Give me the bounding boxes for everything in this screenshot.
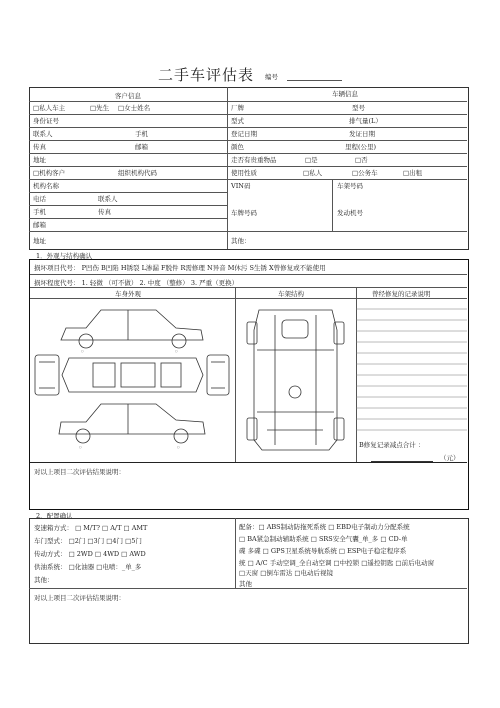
frame-no-label: 车架号码 [337, 182, 363, 190]
address2-label: 地址 [33, 237, 46, 245]
valuables-label: 走否有贵重物品 [231, 156, 277, 164]
private-owner-checkbox[interactable]: □私人车主 [33, 104, 66, 112]
mr-checkbox[interactable]: □先生 [90, 104, 110, 112]
yuan-label: （元） [440, 454, 460, 462]
body-exterior-header: 车身外观 [115, 290, 141, 298]
fuel-options[interactable]: 供油系统： □化油器 □电喷：_单_多 [34, 563, 142, 571]
plate-no-label: 车牌号码 [231, 209, 257, 217]
email2-label: 邮箱 [33, 221, 46, 229]
page-title: 二手车评估表 [158, 66, 255, 84]
valuables-no-checkbox[interactable]: □否 [355, 156, 368, 164]
section2-note-label: 对以上项目二次评估结果说明： [34, 594, 125, 602]
repair-record-lines[interactable] [356, 298, 467, 438]
customer-header: 客户信息 [115, 92, 141, 100]
number-label: 编号 [265, 73, 278, 81]
address-label: 地址 [33, 156, 46, 164]
config-line-2[interactable]: □ BA紧急制动辅助系统 □ SRS安全气囊_单_多 □ CD-单 [239, 535, 408, 543]
mobile2-label: 手机 [33, 208, 46, 216]
mileage-label: 里程(公里) [345, 143, 377, 151]
contact-label: 联系人 [33, 130, 53, 138]
valuables-yes-checkbox[interactable]: □是 [305, 156, 318, 164]
model-no-label: 型号 [352, 104, 365, 112]
displacement-label: 排气量(L） [349, 117, 382, 125]
usage-private-checkbox[interactable]: □私人 [303, 169, 323, 177]
svg-text:○: ○ [177, 445, 180, 449]
b-repair-total-field[interactable] [371, 461, 433, 462]
org-client-checkbox[interactable]: □机构客户 [33, 169, 66, 177]
number-field[interactable] [287, 80, 342, 81]
fax2-label: 传真 [98, 208, 111, 216]
type-label: 型式 [231, 117, 244, 125]
vehicle-other-label: 其他： [231, 237, 251, 245]
svg-text:○: ○ [175, 349, 178, 353]
frame-structure-header: 车架结构 [278, 290, 304, 298]
section1-note-label: 对以上项目二次评估结果说明： [34, 468, 125, 476]
email-label: 邮箱 [135, 143, 148, 151]
color-label: 颜色 [231, 143, 244, 151]
org-code-label: 组织机构代码 [118, 169, 157, 177]
svg-text:○: ○ [81, 349, 84, 353]
car-exterior-diagram[interactable] [31, 300, 233, 460]
damage-codes: 损坏项目代号： P凹伤 B凹陷 H锈裂 L渗漏 F脱件 R需修理 N异音 M休污 S生锈 X曾修复或不能使用 [34, 264, 326, 272]
config-line-4[interactable]: 统 □ A/C 手动空调_全自动空调 □中控锁 □遥控钥匙 □前后电动窗 [239, 559, 435, 567]
vehicle-header: 车辆信息 [332, 90, 358, 98]
car-frame-diagram[interactable] [237, 300, 354, 460]
repair-record-header: 曾经修复的记录说明 [372, 290, 431, 298]
b-repair-total-label: B修复记录减点合计 ： [359, 441, 425, 449]
config-line-5[interactable]: □天窗 □倒车雷达 □电动后视镜 [239, 569, 334, 577]
usage-label: 使用性质 [231, 169, 257, 177]
maker-label: 厂牌 [231, 104, 244, 112]
ms-name-checkbox[interactable]: □女士姓名 [118, 104, 151, 112]
door-options[interactable]: 车门型式： □2门 □3门 □4门 □5门 [34, 537, 142, 545]
mobile-label: 手机 [135, 130, 148, 138]
section2-title: 2．配置确认 [36, 512, 73, 520]
config-line-1[interactable]: 配备：□ ABS制动防拖死系统 □ EBD电子制动力分配系统 [239, 523, 410, 531]
svg-text:○: ○ [79, 445, 82, 449]
phone-label: 电话 [33, 195, 46, 203]
section1-title: 1．外观与结构确认 [36, 252, 93, 260]
fax-label: 传真 [33, 143, 46, 151]
usage-rental-checkbox[interactable]: □出租 [403, 169, 423, 177]
vin-label: VIN码 [231, 182, 251, 190]
config-line-3[interactable]: 碟 多碟 □ GPS卫星系统导航系统 □ ESP电子稳定程序系 [239, 547, 407, 555]
section2-other-label: 其他： [34, 576, 54, 584]
usage-official-checkbox[interactable]: □公务车 [352, 169, 378, 177]
drive-options[interactable]: 传动方式： □ 2WD □ 4WD □ AWD [34, 550, 146, 558]
engine-no-label: 发动机号 [337, 209, 363, 217]
org-name-label: 机构名称 [33, 182, 59, 190]
config-other-label: 其他 [239, 580, 252, 588]
damage-level-codes: 损坏程度代号： 1. 轻微 （可不做） 2. 中度 （整修） 3. 严重（更换） [34, 279, 239, 287]
cert-date-label: 发证日期 [349, 130, 375, 138]
contact2-label: 联系人 [98, 195, 118, 203]
reg-date-label: 登记日期 [231, 130, 257, 138]
id-no-label: 身份证号 [33, 117, 59, 125]
gearbox-options[interactable]: 变速箱方式： □ M/T? □ A/T □ AMT [34, 524, 148, 532]
